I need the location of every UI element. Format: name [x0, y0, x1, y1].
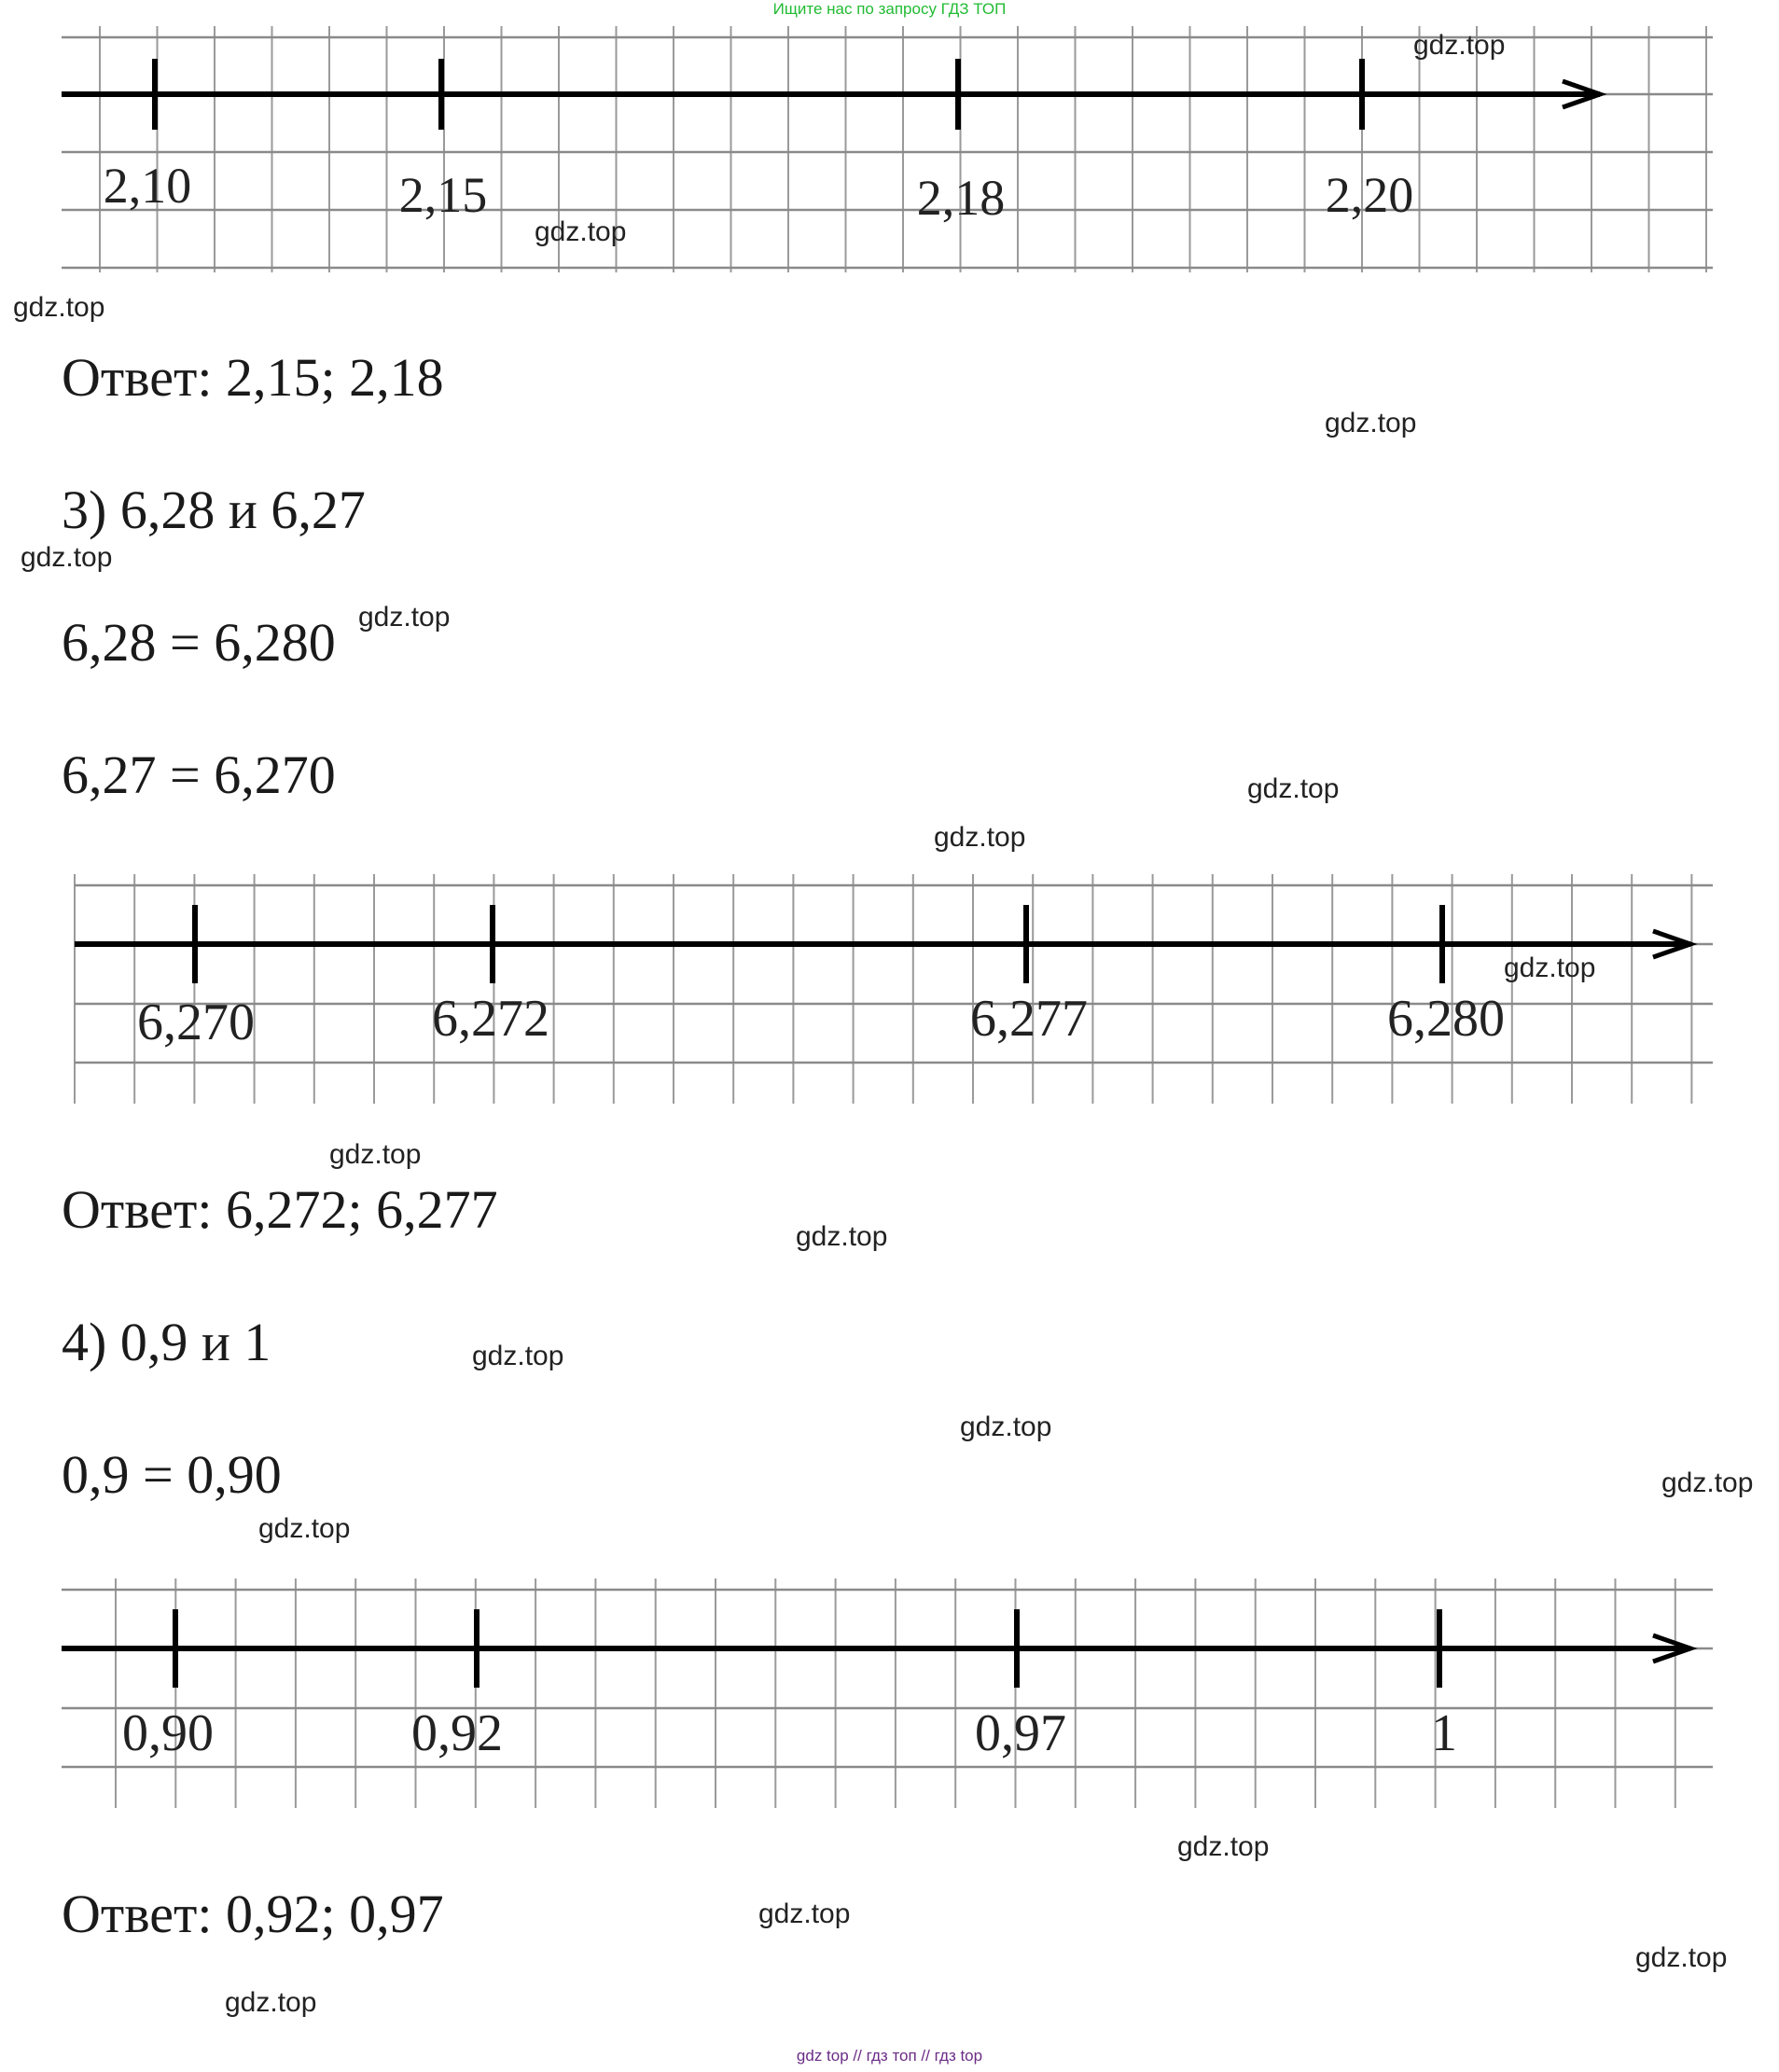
equation-3a: 6,28 = 6,280 [62, 612, 336, 673]
tick-label: 2,20 [1325, 167, 1414, 223]
number-line-1 [0, 19, 1779, 275]
watermark: gdz.top [535, 216, 627, 247]
number-line-3 [0, 1575, 1779, 1813]
watermark: gdz.top [934, 822, 1026, 853]
watermark: gdz.top [1504, 953, 1596, 983]
equation-3b: 6,27 = 6,270 [62, 744, 336, 805]
watermark: gdz.top [1661, 1467, 1754, 1498]
tick-label: 0,90 [122, 1704, 214, 1762]
task-3-heading: 3) 6,28 и 6,27 [62, 480, 366, 540]
watermark: gdz.top [1325, 408, 1417, 438]
watermark: gdz.top [13, 292, 105, 323]
watermark: gdz.top [1247, 773, 1340, 804]
watermark: gdz.top [225, 1987, 317, 2018]
tick-label: 6,272 [432, 990, 549, 1048]
number-line-2 [0, 870, 1779, 1108]
tick-label: 0,92 [411, 1704, 503, 1762]
tick-label: 2,10 [103, 158, 192, 214]
watermark: gdz.top [758, 1898, 851, 1929]
equation-4a: 0,9 = 0,90 [62, 1444, 282, 1505]
search-banner[interactable]: Ищите нас по запросу ГДЗ ТОП [772, 0, 1007, 18]
tick-label: 6,270 [137, 994, 255, 1051]
watermark: gdz.top [796, 1221, 888, 1252]
tick-label: 2,18 [916, 170, 1006, 226]
watermark: gdz.top [1635, 1942, 1728, 1973]
watermark: gdz.top [1177, 1831, 1270, 1862]
task-4-heading: 4) 0,9 и 1 [62, 1312, 271, 1372]
footer-links[interactable]: gdz top // гдз топ // гдз top [796, 2047, 983, 2065]
watermark: gdz.top [329, 1139, 422, 1170]
tick-label: 2,15 [398, 167, 488, 223]
tick-label: 6,280 [1387, 990, 1505, 1048]
answer-line-4: Ответ: 0,92; 0,97 [62, 1884, 444, 1944]
watermark: gdz.top [21, 542, 113, 573]
watermark: gdz.top [960, 1411, 1052, 1442]
watermark: gdz.top [358, 602, 451, 633]
watermark: gdz.top [258, 1513, 351, 1544]
tick-label: 6,277 [970, 990, 1088, 1048]
watermark: gdz.top [1413, 30, 1506, 61]
tick-label: 0,97 [975, 1704, 1066, 1762]
answer-line-3: Ответ: 6,272; 6,277 [62, 1179, 498, 1240]
tick-label: 1 [1431, 1704, 1457, 1762]
answer-line-2: Ответ: 2,15; 2,18 [62, 347, 444, 408]
watermark: gdz.top [472, 1341, 564, 1371]
